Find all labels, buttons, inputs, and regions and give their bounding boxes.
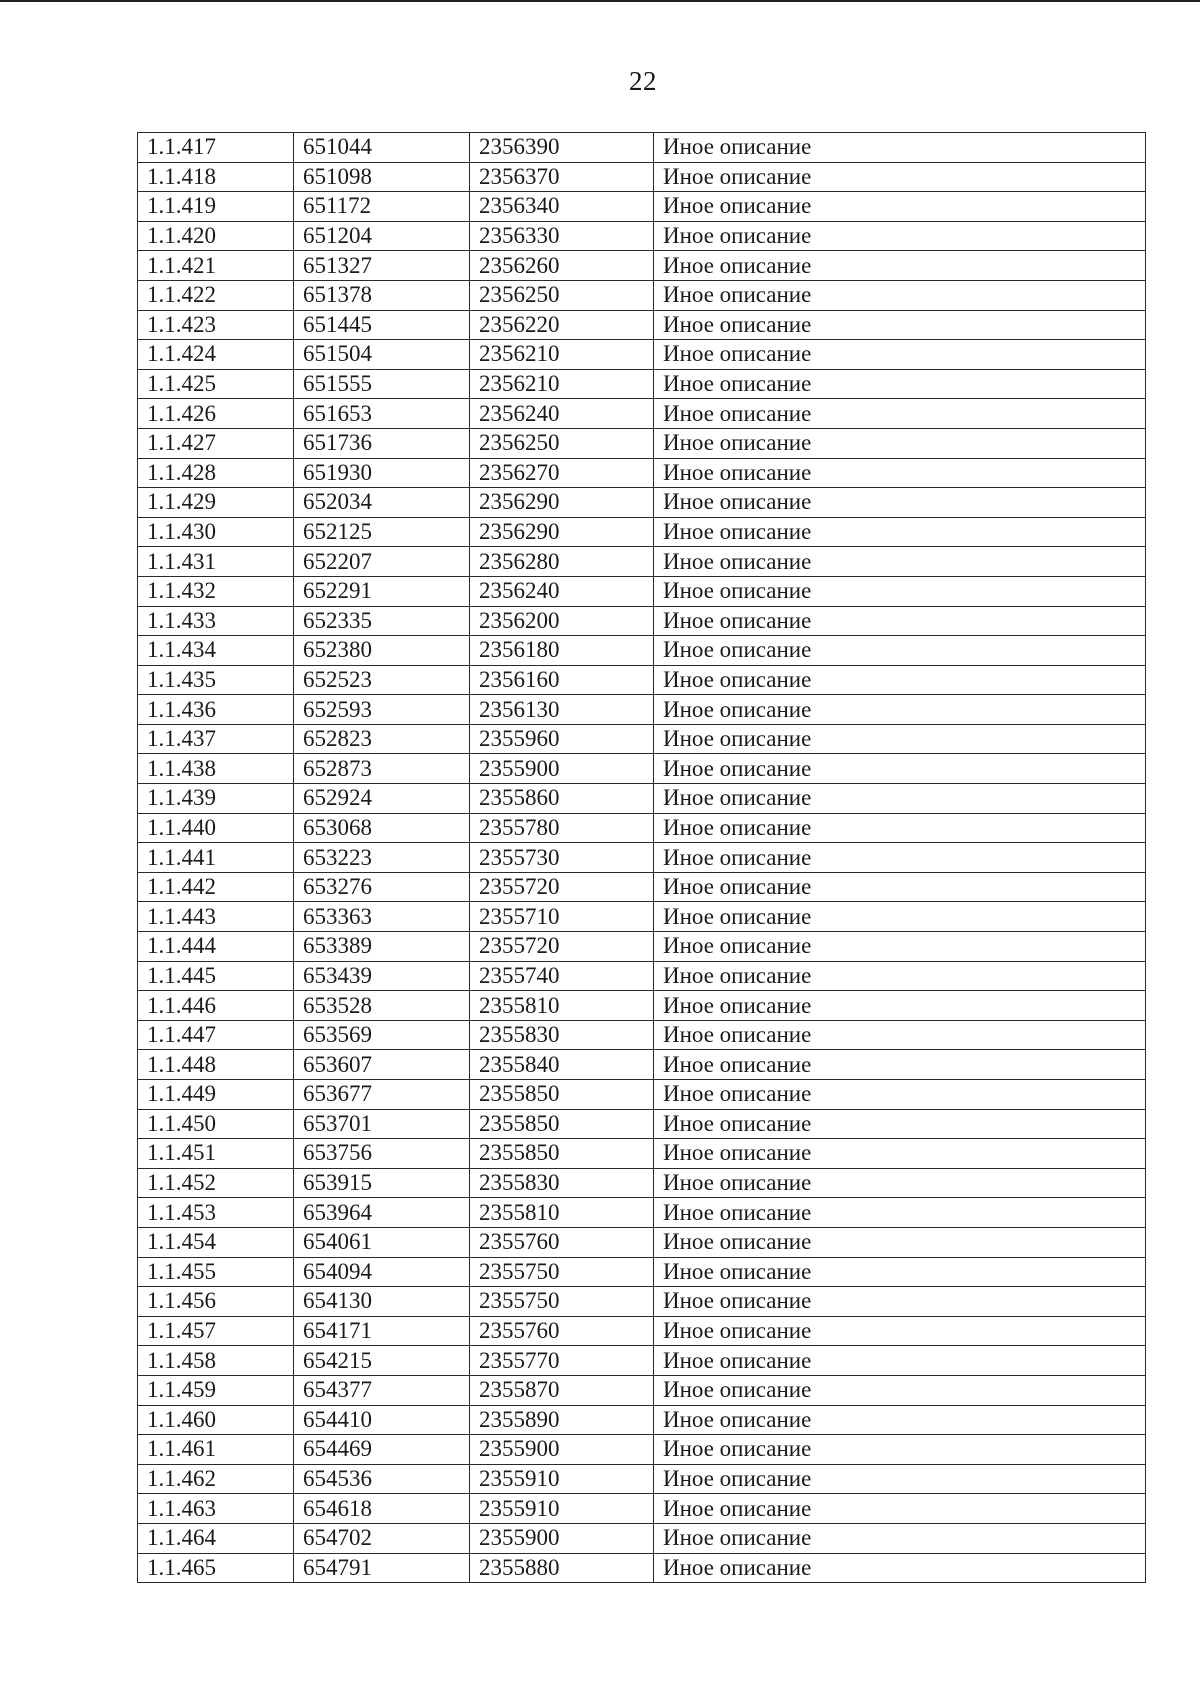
table-row — [138, 547, 1146, 577]
description-cell: Иное описание — [654, 902, 1146, 932]
point-number-cell: 1.1.465 — [138, 1553, 294, 1583]
point-number-cell: 1.1.433 — [138, 606, 294, 636]
point-number-cell: 1.1.460 — [138, 1405, 294, 1435]
y-coordinate-cell: 2356290 — [470, 488, 654, 518]
table-row — [138, 310, 1146, 340]
y-coordinate-cell: 2355910 — [470, 1464, 654, 1494]
y-coordinate-cell: 2355760 — [470, 1316, 654, 1346]
description-cell: Иное описание — [654, 576, 1146, 606]
point-number-cell: 1.1.449 — [138, 1080, 294, 1110]
x-coordinate-cell: 653964 — [294, 1198, 470, 1228]
point-number-cell: 1.1.429 — [138, 488, 294, 518]
description-cell: Иное описание — [654, 547, 1146, 577]
y-coordinate-cell: 2356210 — [470, 340, 654, 370]
point-number-cell: 1.1.446 — [138, 991, 294, 1021]
coordinates-table — [137, 132, 1146, 1583]
x-coordinate-cell: 654702 — [294, 1523, 470, 1553]
y-coordinate-cell: 2355750 — [470, 1287, 654, 1317]
point-number-cell: 1.1.441 — [138, 843, 294, 873]
x-coordinate-cell: 653363 — [294, 902, 470, 932]
x-coordinate-cell: 651930 — [294, 458, 470, 488]
x-coordinate-cell: 653068 — [294, 813, 470, 843]
x-coordinate-cell: 651555 — [294, 369, 470, 399]
y-coordinate-cell: 2356260 — [470, 251, 654, 281]
point-number-cell: 1.1.448 — [138, 1050, 294, 1080]
table-row — [138, 902, 1146, 932]
point-number-cell: 1.1.424 — [138, 340, 294, 370]
y-coordinate-cell: 2356390 — [470, 133, 654, 163]
table-row — [138, 1198, 1146, 1228]
x-coordinate-cell: 654171 — [294, 1316, 470, 1346]
table-row — [138, 192, 1146, 222]
table-row — [138, 872, 1146, 902]
description-cell: Иное описание — [654, 665, 1146, 695]
y-coordinate-cell: 2356370 — [470, 162, 654, 192]
x-coordinate-cell: 651736 — [294, 428, 470, 458]
y-coordinate-cell: 2356250 — [470, 280, 654, 310]
description-cell: Иное описание — [654, 1109, 1146, 1139]
table-row — [138, 1080, 1146, 1110]
point-number-cell: 1.1.425 — [138, 369, 294, 399]
y-coordinate-cell: 2356160 — [470, 665, 654, 695]
x-coordinate-cell: 654469 — [294, 1435, 470, 1465]
y-coordinate-cell: 2356210 — [470, 369, 654, 399]
description-cell: Иное описание — [654, 961, 1146, 991]
y-coordinate-cell: 2355880 — [470, 1553, 654, 1583]
y-coordinate-cell: 2356200 — [470, 606, 654, 636]
point-number-cell: 1.1.454 — [138, 1227, 294, 1257]
y-coordinate-cell: 2355960 — [470, 724, 654, 754]
table-row — [138, 221, 1146, 251]
y-coordinate-cell: 2356280 — [470, 547, 654, 577]
description-cell: Иное описание — [654, 1257, 1146, 1287]
table-row — [138, 1257, 1146, 1287]
description-cell: Иное описание — [654, 872, 1146, 902]
point-number-cell: 1.1.457 — [138, 1316, 294, 1346]
description-cell: Иное описание — [654, 133, 1146, 163]
x-coordinate-cell: 654130 — [294, 1287, 470, 1317]
point-number-cell: 1.1.445 — [138, 961, 294, 991]
x-coordinate-cell: 652823 — [294, 724, 470, 754]
description-cell: Иное описание — [654, 1435, 1146, 1465]
x-coordinate-cell: 654791 — [294, 1553, 470, 1583]
x-coordinate-cell: 654377 — [294, 1375, 470, 1405]
description-cell: Иное описание — [654, 428, 1146, 458]
description-cell: Иное описание — [654, 399, 1146, 429]
table-row — [138, 1494, 1146, 1524]
point-number-cell: 1.1.453 — [138, 1198, 294, 1228]
x-coordinate-cell: 652593 — [294, 695, 470, 725]
point-number-cell: 1.1.426 — [138, 399, 294, 429]
y-coordinate-cell: 2355830 — [470, 1168, 654, 1198]
table-row — [138, 1109, 1146, 1139]
page-number: 22 — [629, 66, 657, 96]
description-cell: Иное описание — [654, 1553, 1146, 1583]
y-coordinate-cell: 2355860 — [470, 784, 654, 814]
description-cell: Иное описание — [654, 813, 1146, 843]
point-number-cell: 1.1.438 — [138, 754, 294, 784]
description-cell: Иное описание — [654, 1198, 1146, 1228]
point-number-cell: 1.1.440 — [138, 813, 294, 843]
table-row — [138, 399, 1146, 429]
x-coordinate-cell: 653756 — [294, 1139, 470, 1169]
x-coordinate-cell: 653528 — [294, 991, 470, 1021]
point-number-cell: 1.1.462 — [138, 1464, 294, 1494]
point-number-cell: 1.1.437 — [138, 724, 294, 754]
y-coordinate-cell: 2355900 — [470, 1435, 654, 1465]
description-cell: Иное описание — [654, 369, 1146, 399]
y-coordinate-cell: 2355830 — [470, 1020, 654, 1050]
table-row — [138, 1020, 1146, 1050]
top-border-line — [0, 0, 1200, 2]
description-cell: Иное описание — [654, 1080, 1146, 1110]
point-number-cell: 1.1.417 — [138, 133, 294, 163]
description-cell: Иное описание — [654, 1139, 1146, 1169]
x-coordinate-cell: 651378 — [294, 280, 470, 310]
table-row — [138, 458, 1146, 488]
description-cell: Иное описание — [654, 1346, 1146, 1376]
x-coordinate-cell: 654410 — [294, 1405, 470, 1435]
point-number-cell: 1.1.435 — [138, 665, 294, 695]
table-row — [138, 162, 1146, 192]
x-coordinate-cell: 651445 — [294, 310, 470, 340]
point-number-cell: 1.1.430 — [138, 517, 294, 547]
point-number-cell: 1.1.421 — [138, 251, 294, 281]
description-cell: Иное описание — [654, 1020, 1146, 1050]
description-cell: Иное описание — [654, 192, 1146, 222]
table-row — [138, 813, 1146, 843]
description-cell: Иное описание — [654, 1287, 1146, 1317]
table-row — [138, 784, 1146, 814]
x-coordinate-cell: 652523 — [294, 665, 470, 695]
point-number-cell: 1.1.461 — [138, 1435, 294, 1465]
description-cell: Иное описание — [654, 488, 1146, 518]
point-number-cell: 1.1.423 — [138, 310, 294, 340]
table-row — [138, 280, 1146, 310]
y-coordinate-cell: 2356250 — [470, 428, 654, 458]
table-row — [138, 724, 1146, 754]
description-cell: Иное описание — [654, 251, 1146, 281]
y-coordinate-cell: 2356340 — [470, 192, 654, 222]
table-row — [138, 843, 1146, 873]
table-row — [138, 695, 1146, 725]
table-row — [138, 636, 1146, 666]
table-row — [138, 517, 1146, 547]
y-coordinate-cell: 2356270 — [470, 458, 654, 488]
y-coordinate-cell: 2355890 — [470, 1405, 654, 1435]
description-cell: Иное описание — [654, 1316, 1146, 1346]
description-cell: Иное описание — [654, 280, 1146, 310]
point-number-cell: 1.1.447 — [138, 1020, 294, 1050]
point-number-cell: 1.1.464 — [138, 1523, 294, 1553]
table-row — [138, 1346, 1146, 1376]
x-coordinate-cell: 651653 — [294, 399, 470, 429]
x-coordinate-cell: 654061 — [294, 1227, 470, 1257]
description-cell: Иное описание — [654, 340, 1146, 370]
description-cell: Иное описание — [654, 310, 1146, 340]
table-row — [138, 251, 1146, 281]
table-row — [138, 488, 1146, 518]
y-coordinate-cell: 2356180 — [470, 636, 654, 666]
x-coordinate-cell: 652924 — [294, 784, 470, 814]
table-row — [138, 1523, 1146, 1553]
x-coordinate-cell: 652291 — [294, 576, 470, 606]
point-number-cell: 1.1.432 — [138, 576, 294, 606]
x-coordinate-cell: 651327 — [294, 251, 470, 281]
point-number-cell: 1.1.463 — [138, 1494, 294, 1524]
point-number-cell: 1.1.442 — [138, 872, 294, 902]
x-coordinate-cell: 653701 — [294, 1109, 470, 1139]
description-cell: Иное описание — [654, 606, 1146, 636]
coordinates-table-body — [138, 133, 1146, 1583]
point-number-cell: 1.1.436 — [138, 695, 294, 725]
table-row — [138, 1405, 1146, 1435]
y-coordinate-cell: 2355720 — [470, 932, 654, 962]
table-row — [138, 1050, 1146, 1080]
table-row — [138, 1435, 1146, 1465]
y-coordinate-cell: 2355710 — [470, 902, 654, 932]
table-row — [138, 1553, 1146, 1583]
x-coordinate-cell: 653569 — [294, 1020, 470, 1050]
x-coordinate-cell: 651504 — [294, 340, 470, 370]
x-coordinate-cell: 651044 — [294, 133, 470, 163]
point-number-cell: 1.1.459 — [138, 1375, 294, 1405]
y-coordinate-cell: 2355850 — [470, 1139, 654, 1169]
y-coordinate-cell: 2355730 — [470, 843, 654, 873]
table-row — [138, 1287, 1146, 1317]
x-coordinate-cell: 651098 — [294, 162, 470, 192]
description-cell: Иное описание — [654, 1375, 1146, 1405]
point-number-cell: 1.1.452 — [138, 1168, 294, 1198]
description-cell: Иное описание — [654, 695, 1146, 725]
x-coordinate-cell: 654536 — [294, 1464, 470, 1494]
table-row — [138, 133, 1146, 163]
x-coordinate-cell: 652034 — [294, 488, 470, 518]
x-coordinate-cell: 653276 — [294, 872, 470, 902]
y-coordinate-cell: 2355850 — [470, 1080, 654, 1110]
x-coordinate-cell: 654094 — [294, 1257, 470, 1287]
y-coordinate-cell: 2356220 — [470, 310, 654, 340]
point-number-cell: 1.1.431 — [138, 547, 294, 577]
description-cell: Иное описание — [654, 1464, 1146, 1494]
y-coordinate-cell: 2355810 — [470, 1198, 654, 1228]
point-number-cell: 1.1.458 — [138, 1346, 294, 1376]
x-coordinate-cell: 652207 — [294, 547, 470, 577]
point-number-cell: 1.1.455 — [138, 1257, 294, 1287]
point-number-cell: 1.1.451 — [138, 1139, 294, 1169]
description-cell: Иное описание — [654, 843, 1146, 873]
point-number-cell: 1.1.422 — [138, 280, 294, 310]
y-coordinate-cell: 2355840 — [470, 1050, 654, 1080]
y-coordinate-cell: 2355810 — [470, 991, 654, 1021]
description-cell: Иное описание — [654, 517, 1146, 547]
y-coordinate-cell: 2355870 — [470, 1375, 654, 1405]
table-row — [138, 1316, 1146, 1346]
y-coordinate-cell: 2356240 — [470, 576, 654, 606]
y-coordinate-cell: 2356240 — [470, 399, 654, 429]
table-row — [138, 961, 1146, 991]
description-cell: Иное описание — [654, 1227, 1146, 1257]
point-number-cell: 1.1.450 — [138, 1109, 294, 1139]
table-row — [138, 1139, 1146, 1169]
x-coordinate-cell: 653607 — [294, 1050, 470, 1080]
x-coordinate-cell: 651172 — [294, 192, 470, 222]
point-number-cell: 1.1.443 — [138, 902, 294, 932]
y-coordinate-cell: 2355770 — [470, 1346, 654, 1376]
point-number-cell: 1.1.419 — [138, 192, 294, 222]
description-cell: Иное описание — [654, 636, 1146, 666]
x-coordinate-cell: 653223 — [294, 843, 470, 873]
description-cell: Иное описание — [654, 784, 1146, 814]
table-row — [138, 1168, 1146, 1198]
description-cell: Иное описание — [654, 1050, 1146, 1080]
x-coordinate-cell: 653677 — [294, 1080, 470, 1110]
point-number-cell: 1.1.439 — [138, 784, 294, 814]
table-row — [138, 606, 1146, 636]
y-coordinate-cell: 2355850 — [470, 1109, 654, 1139]
table-row — [138, 576, 1146, 606]
x-coordinate-cell: 652380 — [294, 636, 470, 666]
table-row — [138, 369, 1146, 399]
y-coordinate-cell: 2355750 — [470, 1257, 654, 1287]
description-cell: Иное описание — [654, 1168, 1146, 1198]
description-cell: Иное описание — [654, 991, 1146, 1021]
description-cell: Иное описание — [654, 932, 1146, 962]
description-cell: Иное описание — [654, 1494, 1146, 1524]
table-row — [138, 1375, 1146, 1405]
x-coordinate-cell: 654215 — [294, 1346, 470, 1376]
table-row — [138, 754, 1146, 784]
y-coordinate-cell: 2356330 — [470, 221, 654, 251]
table-row — [138, 340, 1146, 370]
description-cell: Иное описание — [654, 458, 1146, 488]
description-cell: Иное описание — [654, 162, 1146, 192]
description-cell: Иное описание — [654, 221, 1146, 251]
y-coordinate-cell: 2355900 — [470, 1523, 654, 1553]
description-cell: Иное описание — [654, 1405, 1146, 1435]
table-row — [138, 1464, 1146, 1494]
y-coordinate-cell: 2355720 — [470, 872, 654, 902]
y-coordinate-cell: 2355740 — [470, 961, 654, 991]
point-number-cell: 1.1.434 — [138, 636, 294, 666]
x-coordinate-cell: 652335 — [294, 606, 470, 636]
description-cell: Иное описание — [654, 724, 1146, 754]
point-number-cell: 1.1.420 — [138, 221, 294, 251]
point-number-cell: 1.1.427 — [138, 428, 294, 458]
x-coordinate-cell: 654618 — [294, 1494, 470, 1524]
point-number-cell: 1.1.444 — [138, 932, 294, 962]
x-coordinate-cell: 652125 — [294, 517, 470, 547]
y-coordinate-cell: 2355910 — [470, 1494, 654, 1524]
table-row — [138, 932, 1146, 962]
description-cell: Иное описание — [654, 1523, 1146, 1553]
y-coordinate-cell: 2356130 — [470, 695, 654, 725]
description-cell: Иное описание — [654, 754, 1146, 784]
table-row — [138, 991, 1146, 1021]
x-coordinate-cell: 652873 — [294, 754, 470, 784]
point-number-cell: 1.1.428 — [138, 458, 294, 488]
x-coordinate-cell: 651204 — [294, 221, 470, 251]
x-coordinate-cell: 653915 — [294, 1168, 470, 1198]
point-number-cell: 1.1.456 — [138, 1287, 294, 1317]
table-row — [138, 428, 1146, 458]
y-coordinate-cell: 2356290 — [470, 517, 654, 547]
point-number-cell: 1.1.418 — [138, 162, 294, 192]
table-row — [138, 1227, 1146, 1257]
table-row — [138, 665, 1146, 695]
y-coordinate-cell: 2355900 — [470, 754, 654, 784]
x-coordinate-cell: 653439 — [294, 961, 470, 991]
x-coordinate-cell: 653389 — [294, 932, 470, 962]
y-coordinate-cell: 2355780 — [470, 813, 654, 843]
y-coordinate-cell: 2355760 — [470, 1227, 654, 1257]
